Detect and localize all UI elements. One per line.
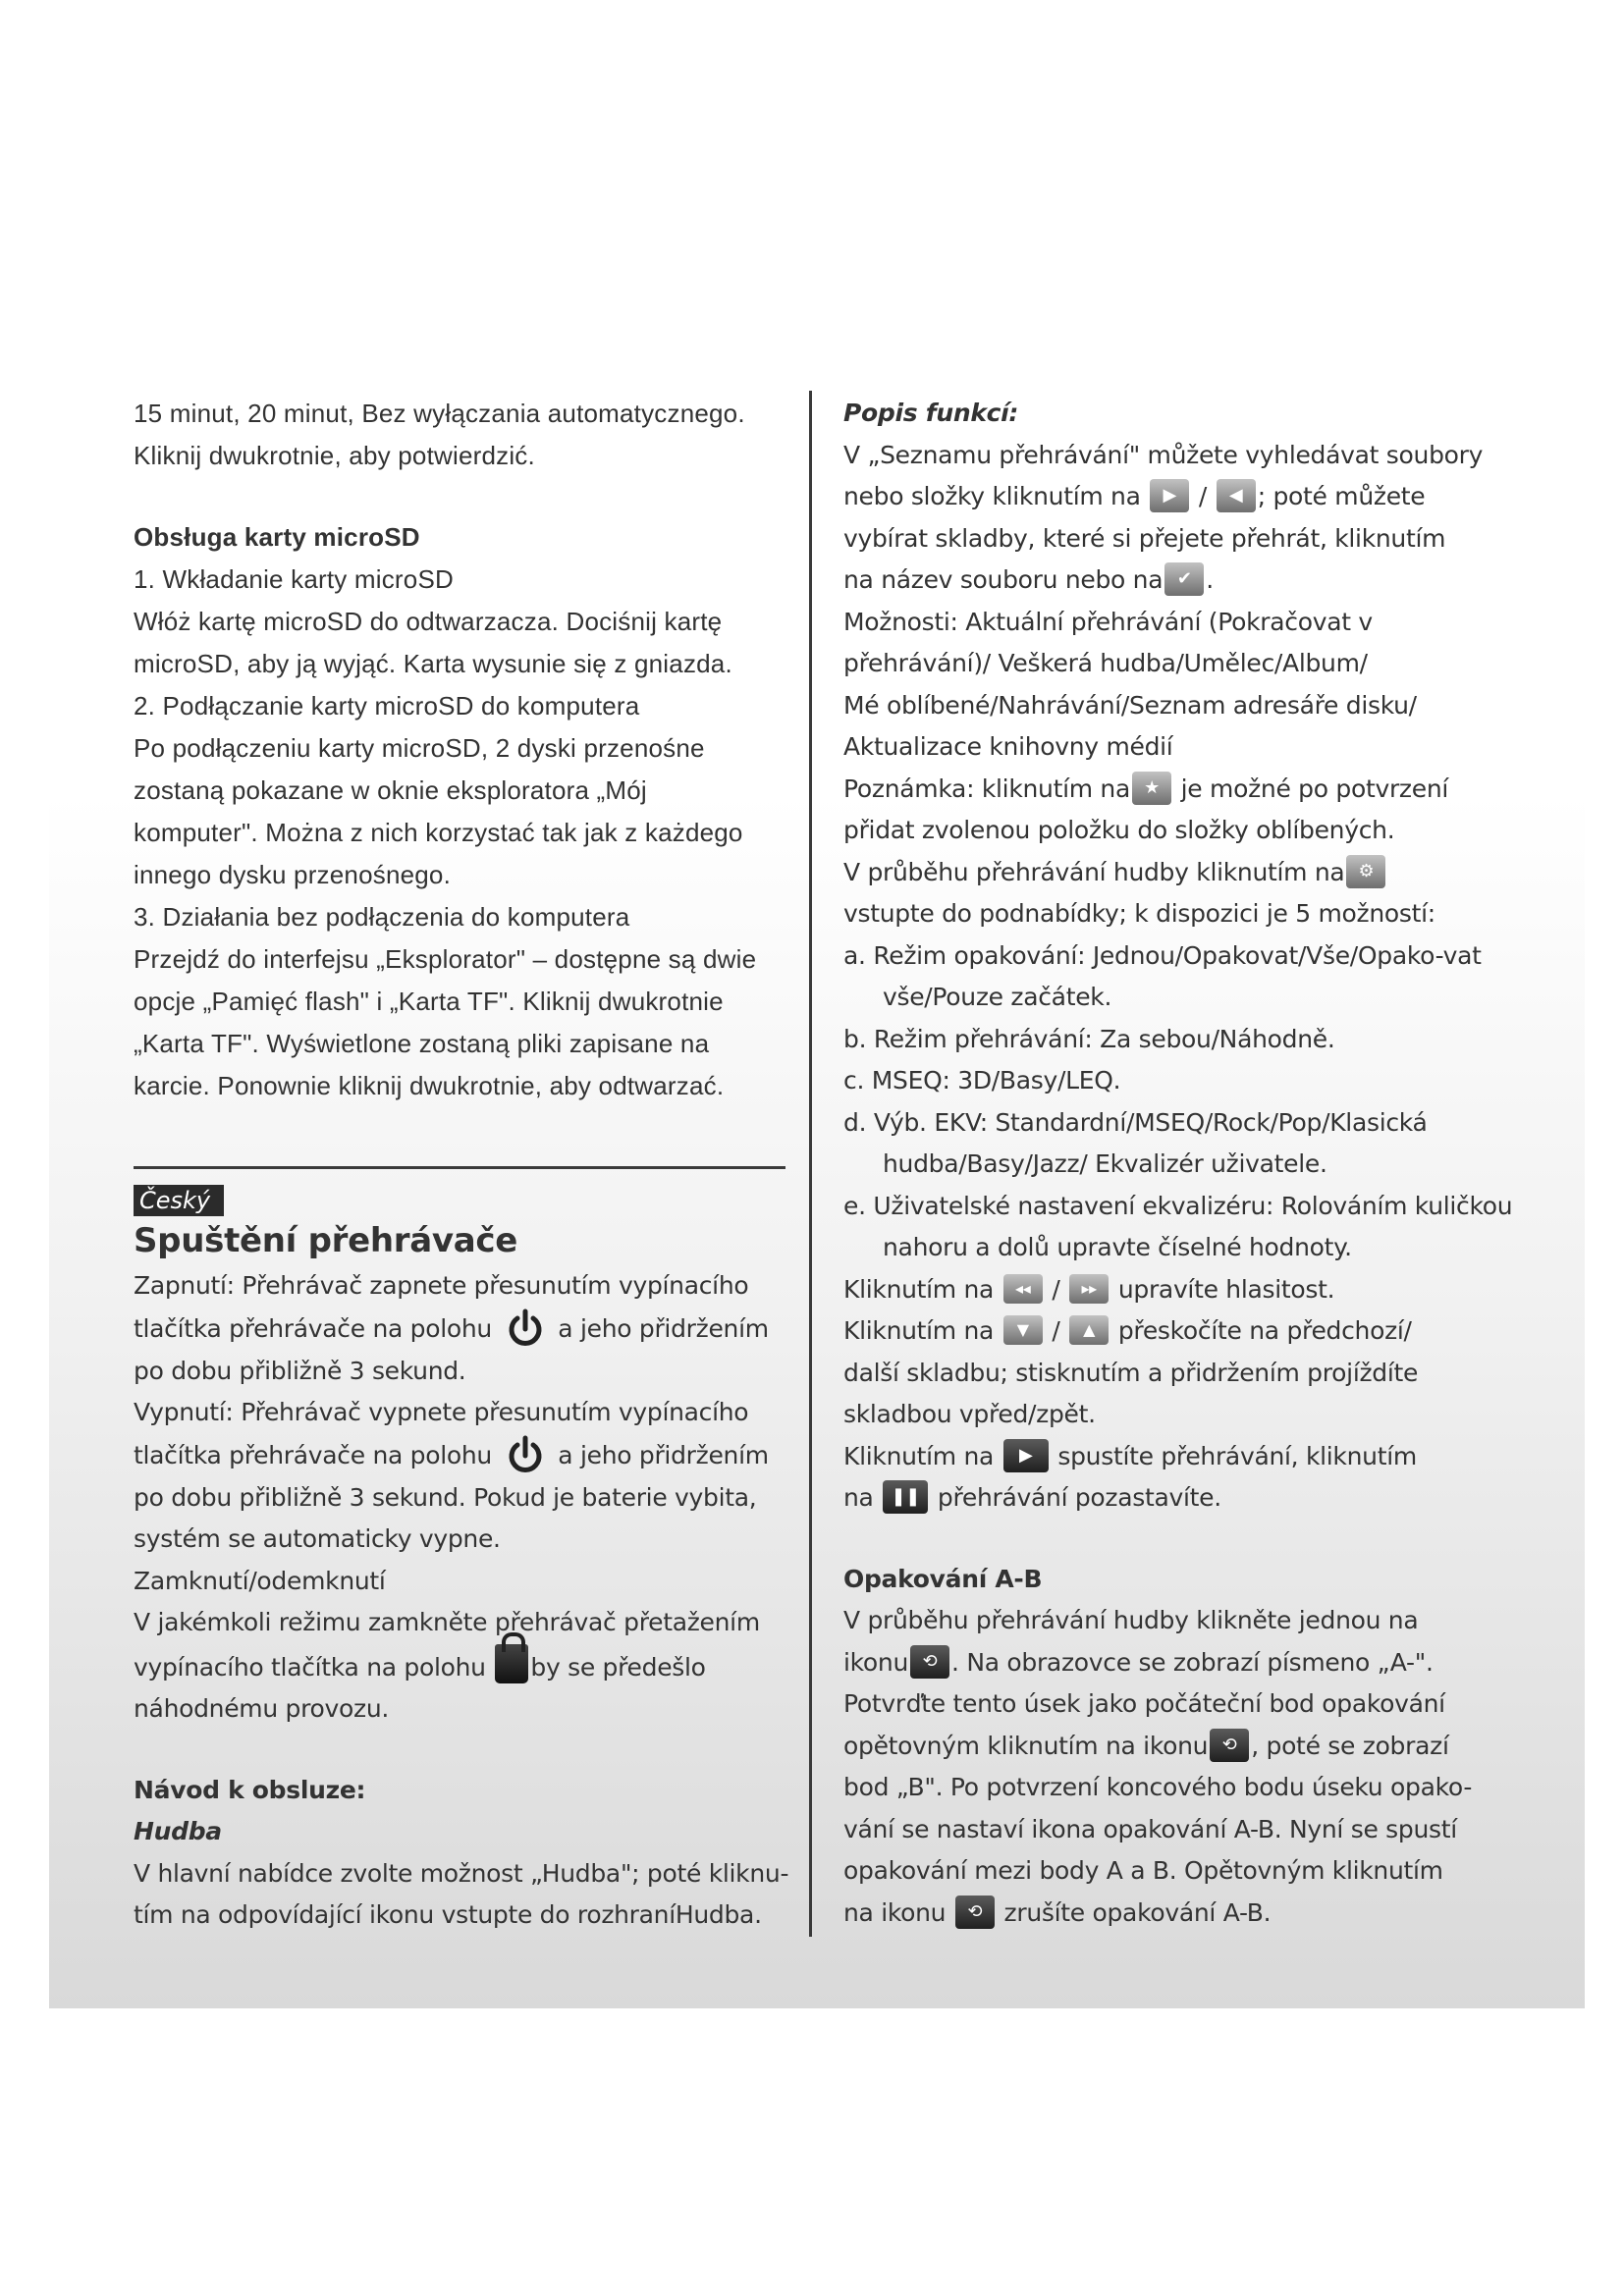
text-span: ikonu [843,1647,909,1677]
text-line: 1. Wkładanie karty microSD [134,564,454,594]
text-span: , poté se zobrazí [1251,1731,1449,1760]
text-line: Kliknij dwukrotnie, aby potwierdzić. [134,441,535,470]
text-span: upravíte hlasitost. [1117,1274,1335,1304]
column-divider [809,391,812,1937]
pause-icon: ❚❚ [883,1480,928,1514]
settings-gear-icon: ⚙ [1346,855,1385,888]
text-line: Po podłączeniu karty microSD, 2 dyski przenośne [134,733,705,763]
text-span: přeskočíte na předchozí/ [1117,1316,1412,1345]
power-on-line: po dobu přibližně 3 sekund. [134,1356,466,1385]
text-line: Mé oblíbené/Nahrávání/Seznam adresáře disku/ [843,690,1417,720]
text-line: 3. Działania bez podłączenia do komputera [134,902,630,932]
text-line: bod „B". Po potvrzení koncového bodu úseku opako- [843,1773,1473,1801]
text-span: na ikonu [843,1897,947,1927]
lock-title: Zamknutí/odemknutí [134,1566,386,1595]
volume-up-icon: ▸▸ [1069,1274,1109,1304]
text-span: na [843,1483,874,1512]
text-line: 2. Podłączanie karty microSD do komputera [134,691,640,721]
play-icon: ▶ [1003,1439,1049,1472]
text-span: spustíte přehrávání, kliknutím [1057,1441,1417,1470]
text-span: tlačítka přehrávače na polohu [134,1313,492,1343]
text-line: Potvrďte tento úsek jako počáteční bod opakování [843,1689,1445,1718]
text-span: . Na obrazovce se zobrazí písmeno „A-". [951,1647,1434,1677]
text-line [843,1893,1521,1935]
text-span: Kliknutím na [843,1316,995,1345]
list-item: d. Výb. EKV: Standardní/MSEQ/Rock/Pop/Klasická hudba/Basy/Jazz/ Ekvalizér uživatele. [843,1107,1428,1178]
text-line: přehrávání)/ Veškerá hudba/Umělec/Album/ [843,649,1368,677]
text-line: opakování mezi body A a B. Opětovným kliknutím [843,1856,1443,1885]
text-line: 15 minut, 20 minut, Bez wyłączania automatycznego. [134,399,745,428]
list-item: b. Režim přehrávání: Za sebou/Náhodně. [843,1024,1335,1053]
text-line [843,852,1521,894]
folder-next-icon: ▶ [1150,479,1189,512]
section-rule [134,1166,785,1169]
power-off-line: systém se automaticky vypne. [134,1524,501,1553]
confirm-check-icon: ✔ [1164,562,1204,596]
text-span: ; poté můžete [1257,482,1426,510]
text-line: vání se nastaví ikona opakování A-B. Nyní se spustí [843,1814,1457,1843]
ab-repeat-icon: ⟲ [955,1896,995,1929]
text-span: / [1052,1274,1060,1304]
text-line [843,1310,1521,1353]
text-span: Poznámka: kliknutím na [843,774,1130,803]
text-span: tlačítka přehrávače na polohu [134,1440,492,1469]
text-line: microSD, aby ją wyjąć. Karta wysunie się z gniazda. [134,649,732,678]
microsd-heading: Obsługa karty microSD [134,522,420,552]
text-span: . [1206,565,1214,594]
text-span: / [1198,482,1208,510]
music-line: V hlavní nabídce zvolte možnost „Hudba"; poté kliknu- [134,1858,789,1888]
text-line: karcie. Ponownie kliknij dwukrotnie, aby odtwarzać. [134,1071,725,1100]
text-line [843,769,1521,811]
text-line: Možnosti: Aktuální přehrávání (Pokračovat v [843,607,1373,636]
text-line: komputer". Można z nich korzystać tak jak z każdego [134,818,743,847]
text-line [843,1726,1521,1768]
text-line [843,476,1521,518]
power-off-line: po dobu přibližně 3 sekund. Pokud je baterie vybita, [134,1482,757,1512]
ab-repeat-icon: ⟲ [910,1645,949,1679]
power-on-line [134,1308,801,1351]
text-line: vstupte do podnabídky; k dispozici je 5 možností: [843,899,1435,928]
text-line [843,1269,1521,1311]
text-line: přidat zvolenou položku do složky oblíbených. [843,816,1395,844]
text-line: skladbou vpřed/zpět. [843,1400,1096,1428]
folder-back-icon: ◀ [1217,479,1256,512]
text-span: by se předešlo [530,1652,706,1682]
left-column [134,393,801,1937]
music-heading: Hudba [134,1817,222,1845]
lock-icon [495,1644,528,1683]
functions-heading: Popis funkcí: [843,399,1019,427]
text-span: V průběhu přehrávání hudby kliknutím na [843,857,1345,886]
text-line: V průběhu přehrávání hudby klikněte jednou na [843,1606,1419,1634]
text-span: / [1052,1316,1060,1345]
text-span: nebo složky kliknutím na [843,482,1141,510]
text-line: Aktualizace knihovny médií [843,732,1173,761]
power-icon [504,1434,547,1477]
text-span: přehrávání pozastavíte. [937,1483,1221,1512]
text-span: Kliknutím na [843,1274,995,1304]
right-column [843,393,1521,1934]
text-line: vybírat skladby, které si přejete přehrát, kliknutím [843,523,1446,553]
text-line: další skladbu; stisknutím a přidržením projíždíte [843,1358,1419,1387]
text-span: zrušíte opakování A-B. [1003,1897,1272,1927]
music-line: tím na odpovídající ikonu vstupte do rozhraníHudba. [134,1900,762,1929]
text-span: opětovným kliknutím na ikonu [843,1731,1209,1760]
text-span: a jeho přidržením [558,1313,769,1343]
power-off-line: Vypnutí: Přehrávač vypnete přesunutím vypínacího [134,1398,749,1426]
section-title: Spuštění přehrávače [134,1221,517,1260]
text-line: zostaną pokazane w oknie eksploratora „Mój [134,775,647,805]
language-tab: Český [134,1185,224,1216]
favorite-star-icon: ★ [1132,772,1171,805]
text-span: na název souboru nebo na [843,565,1164,594]
text-line: Włóż kartę microSD do odtwarzacza. Dociśnij kartę [134,607,723,636]
lock-line [134,1644,801,1689]
text-line: opcje „Pamięć flash" i „Karta TF". Kliknij dwukrotnie [134,987,724,1016]
power-icon [504,1308,547,1351]
text-line [843,560,1521,602]
text-line [843,1642,1521,1684]
text-line: „Karta TF". Wyświetlone zostaną pliki zapisane na [134,1029,710,1058]
volume-down-icon: ◂◂ [1003,1274,1043,1304]
ab-repeat-heading: Opakování A-B [843,1564,1043,1593]
text-line: V „Seznamu přehrávání" můžete vyhledávat soubory [843,440,1484,469]
text-span: a jeho přidržením [558,1440,769,1469]
lock-line: V jakémkoli režimu zamkněte přehrávač přetažením [134,1608,760,1636]
list-item: c. MSEQ: 3D/Basy/LEQ. [843,1066,1121,1095]
next-track-icon: ▲ [1069,1315,1109,1345]
text-line: innego dysku przenośnego. [134,860,452,889]
list-item: e. Uživatelské nastavení ekvalizéru: Rolováním kuličkou nahoru a dolů upravte číselné hodnoty. [843,1191,1513,1261]
text-line [843,1477,1521,1520]
text-line: Przejdź do interfejsu „Eksplorator" – dostępne są dwie [134,944,757,974]
manual-heading: Návod k obsluze: [134,1775,366,1804]
text-line [843,1436,1521,1478]
power-on-line: Zapnutí: Přehrávač zapnete přesunutím vypínacího [134,1271,749,1300]
previous-track-icon: ▼ [1003,1315,1043,1345]
text-span: Kliknutím na [843,1441,995,1470]
polish-intro [134,393,801,477]
power-off-line [134,1434,801,1477]
list-item: a. Režim opakování: Jednou/Opakovat/Vše/Opako-vat vše/Pouze začátek. [843,940,1482,1011]
lock-line: náhodnému provozu. [134,1694,390,1723]
text-span: je možné po potvrzení [1180,774,1449,803]
ab-repeat-icon: ⟲ [1210,1729,1249,1762]
text-span: vypínacího tlačítka na polohu [134,1652,486,1682]
